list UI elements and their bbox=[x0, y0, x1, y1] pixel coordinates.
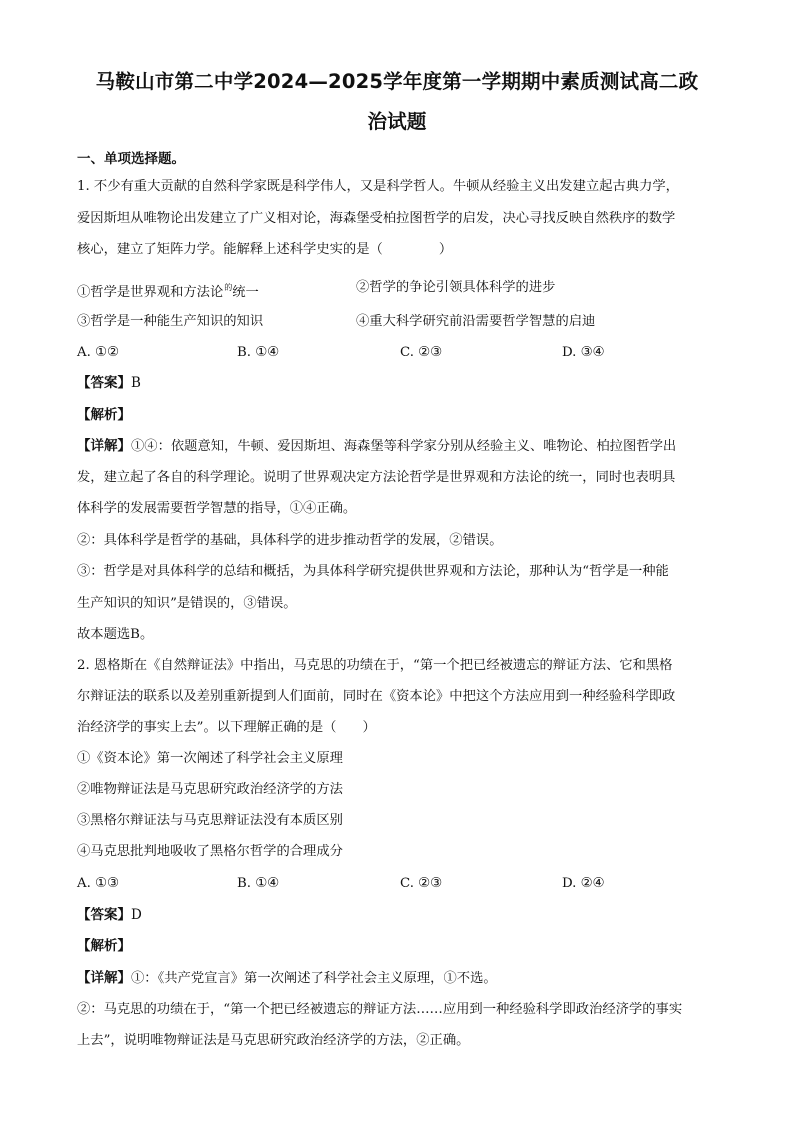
q2-choice-c: C. ②③ bbox=[400, 876, 442, 891]
q2-answer-label: 【答案】 bbox=[77, 907, 131, 923]
exam-title-line1: 马鞍山市第二中学2024—2025学年度第一学期期中素质测试高二政 bbox=[95, 70, 699, 93]
q1-detail-line1 bbox=[77, 437, 676, 456]
q1-answer-value: B bbox=[131, 375, 141, 391]
q2-option-2: ②唯物辩证法是马克思研究政治经济学的方法 bbox=[77, 782, 343, 797]
q1-option-1 bbox=[77, 279, 259, 302]
q1-stem-line3 bbox=[77, 241, 452, 259]
q1-detail-line2: 发，建立起了各自的科学理论。说明了世界观决定方法论哲学是世界观和方法论的统一，同时也表明具 bbox=[77, 470, 676, 485]
q1-option-1-tail: 统一 bbox=[232, 285, 259, 300]
q2-answer-value: D bbox=[131, 907, 142, 923]
q2-choice-b: B. ①④ bbox=[237, 876, 280, 891]
q1-detail-line5: ③：哲学是对具体科学的总结和概括，为具体科学研究提供世界观和方法论，那种认为“哲学是一种能 bbox=[77, 564, 669, 579]
q1-stem-close: ） bbox=[438, 242, 453, 257]
q1-option-1-sup: 的 bbox=[224, 283, 233, 292]
q2-detail-line2: ②：马克思的功绩在于，“第一个把已经被遗忘的辩证方法……应用到一种经验科学即政治经济学的事实 bbox=[77, 1002, 683, 1017]
q1-detail-line6: 生产知识的知识”是错误的，③错误。 bbox=[77, 596, 297, 611]
q2-option-3: ③黑格尔辩证法与马克思辩证法没有本质区别 bbox=[77, 813, 343, 828]
q1-analysis-label: 【解析】 bbox=[77, 407, 131, 423]
q1-detail-label: 【详解】 bbox=[77, 438, 131, 454]
q1-detail-line3: 体科学的发展需要哲学智慧的指导，①④正确。 bbox=[77, 501, 357, 516]
q1-answer bbox=[77, 374, 141, 392]
q2-detail-line1 bbox=[77, 969, 497, 988]
q1-detail-text1: ①④：依题意知，牛顿、爱因斯坦、海森堡等科学家分别从经验主义、唯物论、柏拉图哲学出 bbox=[131, 439, 677, 454]
q1-choice-d: D. ③④ bbox=[562, 345, 605, 360]
q1-choice-a: A. ①② bbox=[77, 345, 119, 360]
q2-stem-text: 治经济学的事实上去”。以下理解正确的是（ bbox=[77, 720, 337, 735]
q2-choice-d: D. ②④ bbox=[562, 876, 605, 891]
q1-option-2: ②哲学的争论引领具体科学的进步 bbox=[356, 280, 556, 295]
q1-option-3: ③哲学是一种能生产知识的知识 bbox=[77, 314, 264, 329]
q2-stem-line1: 2. 恩格斯在《自然辩证法》中指出，马克思的功绩在于，“第一个把已经被遗忘的辩证方法、它和黑格 bbox=[77, 658, 673, 673]
q2-stem-close: ） bbox=[362, 720, 376, 735]
q1-option-1-text: ①哲学是世界观和方法论 bbox=[77, 285, 224, 300]
q2-stem-line2: 尔辩证法的联系以及差别重新提到人们面前，同时在《资本论》中把这个方法应用到一种经验科学即政 bbox=[77, 689, 676, 704]
q1-answer-label: 【答案】 bbox=[77, 375, 131, 391]
exam-title-line2: 治试题 bbox=[367, 110, 427, 133]
q1-stem-text: 核心，建立了矩阵力学。能解释上述科学史实的是（ bbox=[77, 242, 383, 257]
q2-stem-line3 bbox=[77, 719, 376, 737]
q1-stem-line1: 1. 不少有重大贡献的自然科学家既是科学伟人，又是科学哲人。牛顿从经验主义出发建立起古典力学， bbox=[77, 179, 679, 194]
q1-choice-c: C. ②③ bbox=[400, 345, 442, 360]
q2-detail-text1: ①：《共产党宣言》第一次阐述了科学社会主义原理，①不选。 bbox=[131, 971, 497, 986]
q2-analysis-label: 【解析】 bbox=[77, 938, 131, 954]
q2-option-4: ④马克思批判地吸收了黑格尔哲学的合理成分 bbox=[77, 844, 343, 859]
q1-stem-line2: 爱因斯坦从唯物论出发建立了广义相对论，海森堡受柏拉图哲学的启发，决心寻找反映自然秩序的数学 bbox=[77, 211, 676, 226]
q1-detail-line7: 故本题选B。 bbox=[77, 627, 154, 642]
q2-option-1: ①《资本论》第一次阐述了科学社会主义原理 bbox=[77, 751, 343, 766]
q1-detail-line4: ②：具体科学是哲学的基础，具体科学的进步推动哲学的发展，②错误。 bbox=[77, 533, 503, 548]
q2-choice-a: A. ①③ bbox=[77, 876, 119, 891]
q2-detail-label: 【详解】 bbox=[77, 970, 131, 986]
q2-answer bbox=[77, 906, 142, 924]
section-heading: 一、单项选择题。 bbox=[77, 151, 185, 167]
q1-choice-b: B. ①④ bbox=[237, 345, 280, 360]
q2-detail-line3: 上去”，说明唯物辩证法是马克思研究政治经济学的方法，②正确。 bbox=[77, 1033, 470, 1048]
q1-option-4: ④重大科学研究前沿需要哲学智慧的启迪 bbox=[356, 314, 596, 329]
